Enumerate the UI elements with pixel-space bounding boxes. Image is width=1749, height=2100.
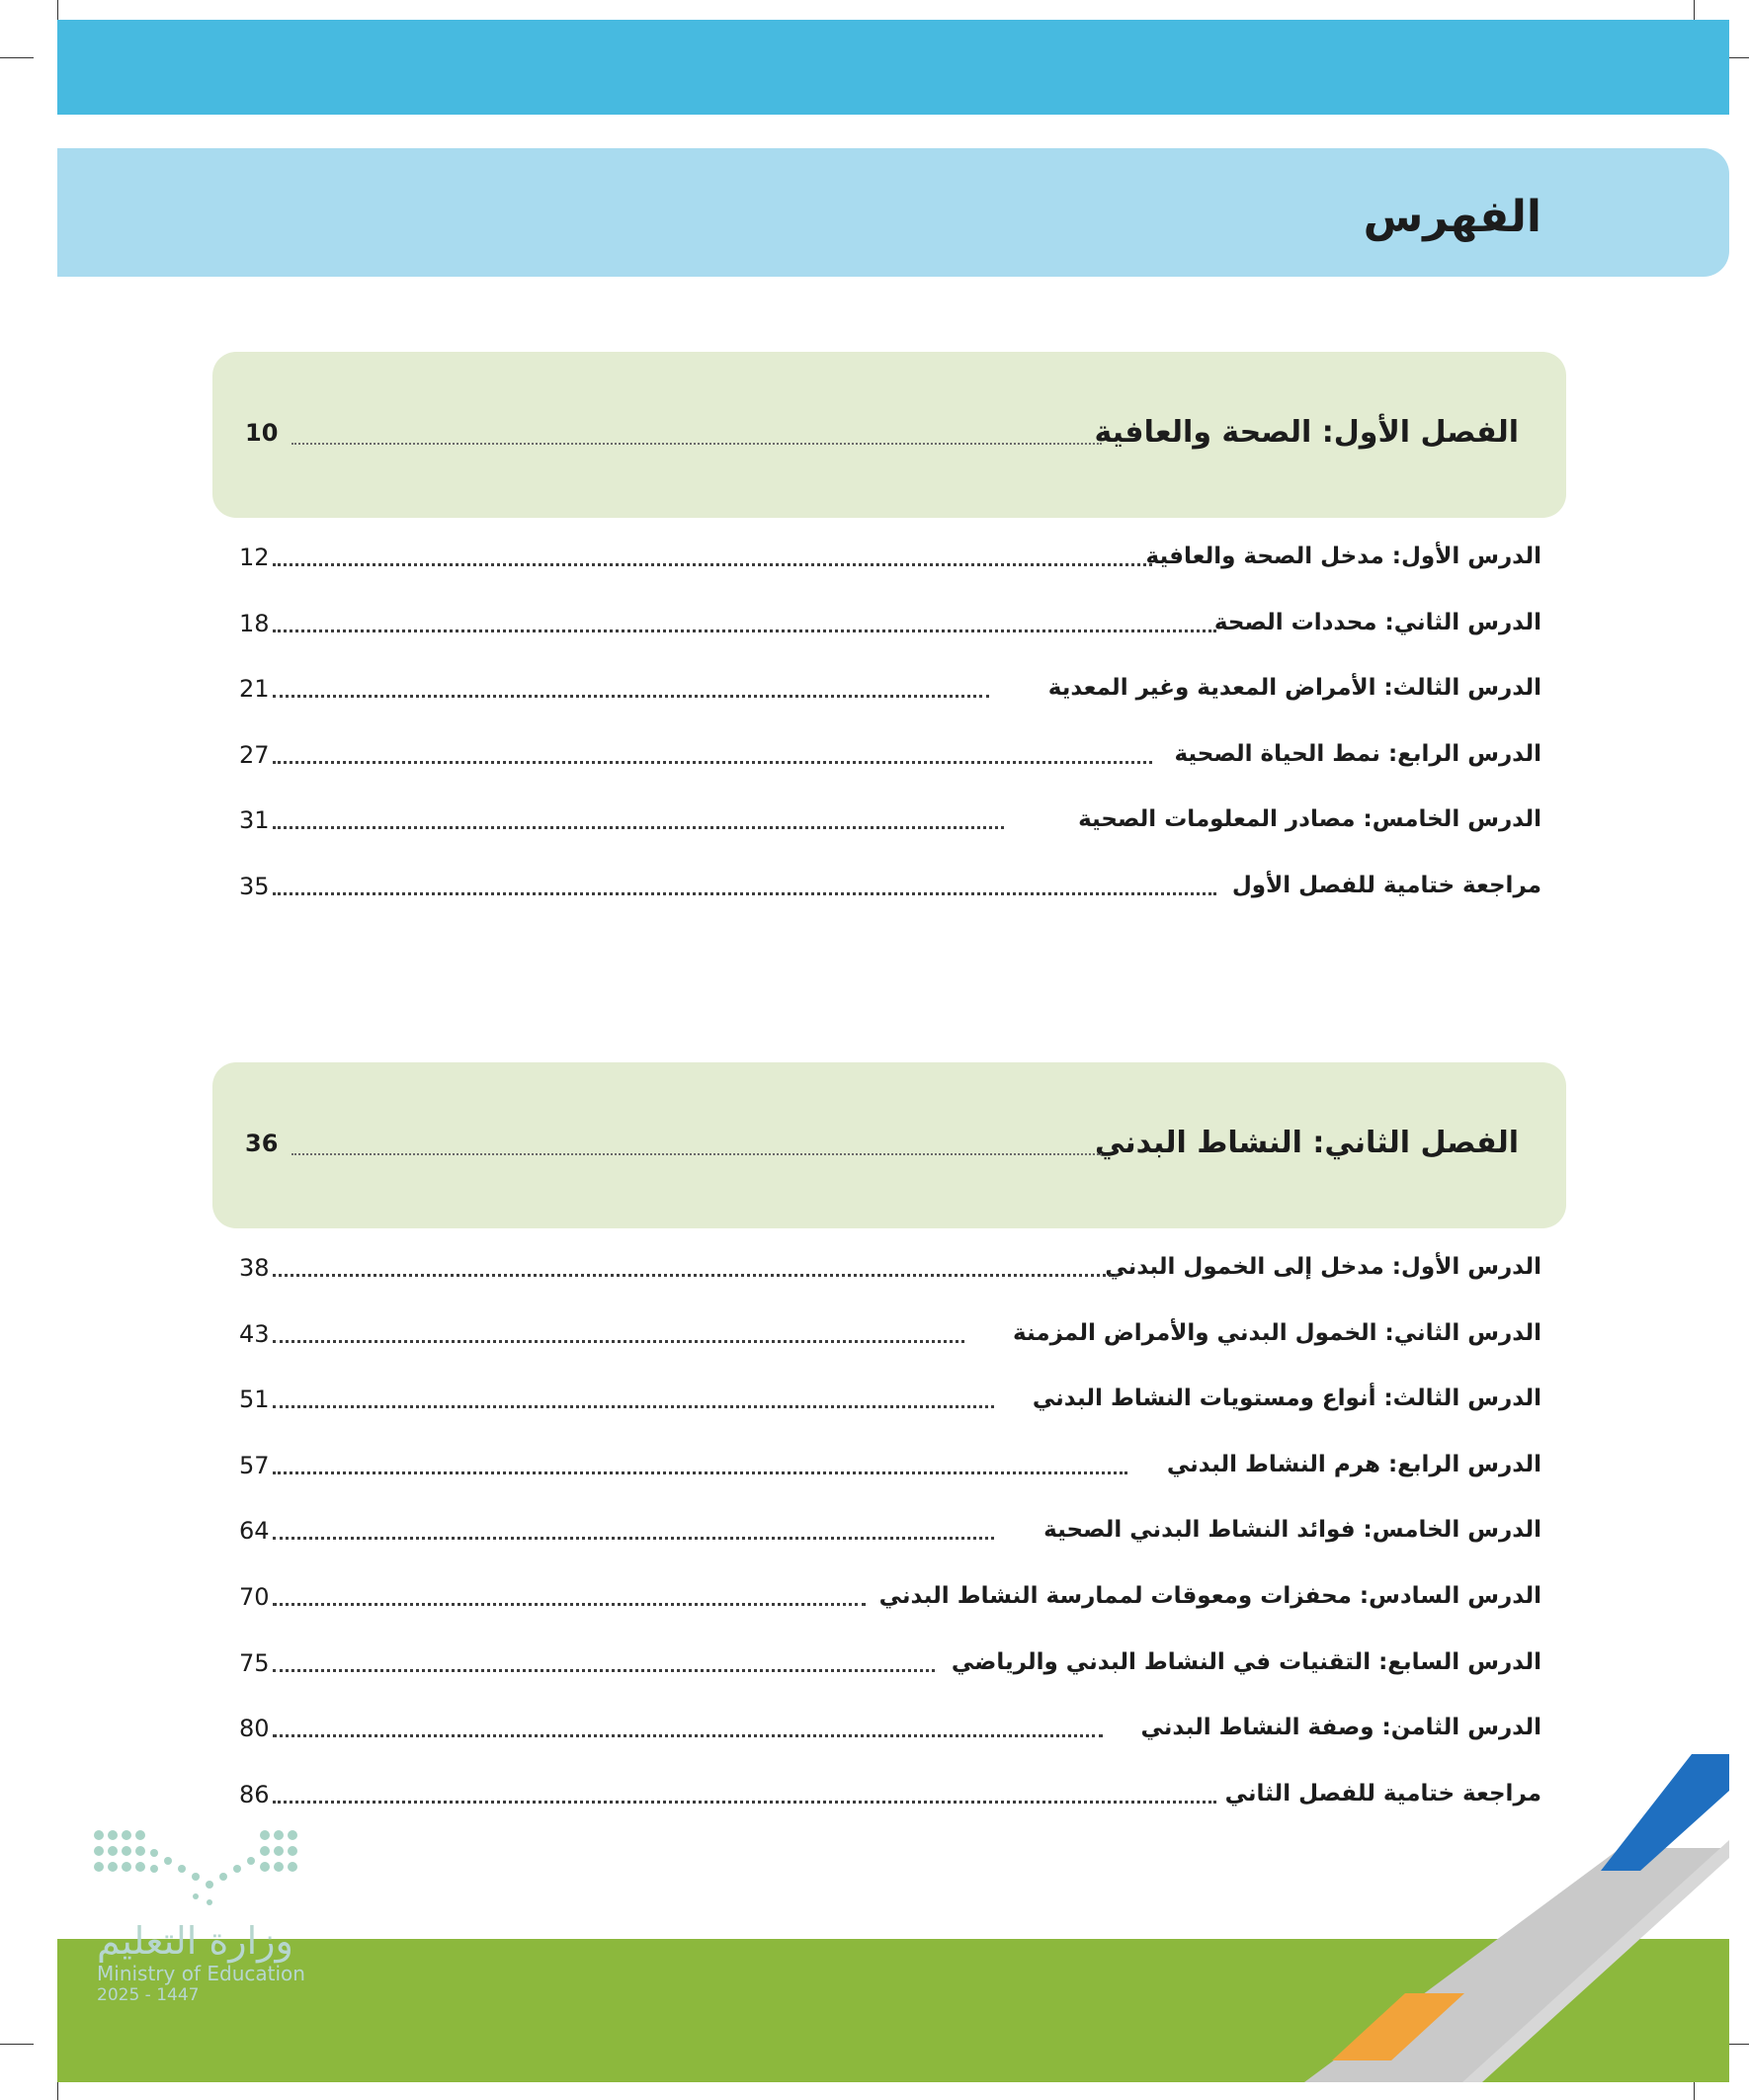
lesson-page-number: 70	[239, 1582, 270, 1611]
lesson-page-number: 35	[239, 872, 270, 900]
lesson-page-number: 86	[239, 1780, 270, 1808]
lesson-title: الدرس الرابع: هرم النشاط البدني	[1166, 1451, 1541, 1477]
chapter-title: الفصل الأول: الصحة والعافية	[1094, 415, 1519, 450]
lesson-page-number: 31	[239, 806, 270, 835]
lesson-title: مراجعة ختامية للفصل الثاني	[1224, 1780, 1541, 1806]
page-title: الفهرس	[1363, 192, 1541, 242]
lesson-title: الدرس الثامن: وصفة النشاط البدني	[1140, 1715, 1541, 1741]
lesson-page-number: 80	[239, 1715, 270, 1743]
lesson-title: الدرس الأول: مدخل إلى الخمول البدني	[1105, 1254, 1541, 1280]
lesson-title: الدرس الثاني: الخمول البدني والأمراض المزمنة	[1013, 1319, 1541, 1346]
chapter-page-number: 10	[245, 419, 279, 447]
lesson-title: الدرس الثالث: الأمراض المعدية وغير المعدية	[1047, 675, 1541, 702]
lesson-title: الدرس الخامس: فوائد النشاط البدني الصحية	[1043, 1517, 1541, 1544]
lesson-page-number: 18	[239, 609, 270, 637]
lesson-title: الدرس الأول: مدخل الصحة والعافية	[1145, 544, 1541, 569]
lesson-title: الدرس الخامس: مصادر المعلومات الصحية	[1078, 806, 1541, 833]
logo-english-text: Ministry of Education	[97, 1962, 305, 1985]
lesson-page-number: 12	[239, 544, 270, 571]
logo-dots-icon	[89, 1823, 316, 1917]
lesson-title: مراجعة ختامية للفصل الأول	[1231, 872, 1541, 898]
lesson-page-number: 64	[239, 1517, 270, 1546]
chapter-page-number: 36	[245, 1130, 279, 1157]
lesson-title: الدرس السادس: محفزات ومعوقات لممارسة النشاط البدني	[878, 1582, 1541, 1609]
lesson-page-number: 51	[239, 1386, 270, 1414]
lesson-page-number: 21	[239, 675, 270, 704]
lesson-page-number: 75	[239, 1648, 270, 1677]
lesson-page-number: 57	[239, 1451, 270, 1479]
logo-arabic-text: وزارة التعليم	[97, 1919, 293, 1963]
chapter-title: الفصل الثاني: النشاط البدني	[1095, 1126, 1519, 1160]
lesson-title: الدرس السابع: التقنيات في النشاط البدني والرياضي	[951, 1648, 1541, 1675]
lesson-title: الدرس الرابع: نمط الحياة الصحية	[1174, 740, 1541, 767]
lesson-title: الدرس الثالث: أنواع ومستويات النشاط البدني	[1032, 1386, 1541, 1412]
lesson-page-number: 43	[239, 1319, 270, 1348]
logo-year-text: 2025 - 1447	[97, 1985, 200, 2005]
lesson-title: الدرس الثاني: محددات الصحة	[1213, 609, 1541, 635]
lesson-page-number: 27	[239, 740, 270, 769]
lesson-page-number: 38	[239, 1254, 270, 1282]
